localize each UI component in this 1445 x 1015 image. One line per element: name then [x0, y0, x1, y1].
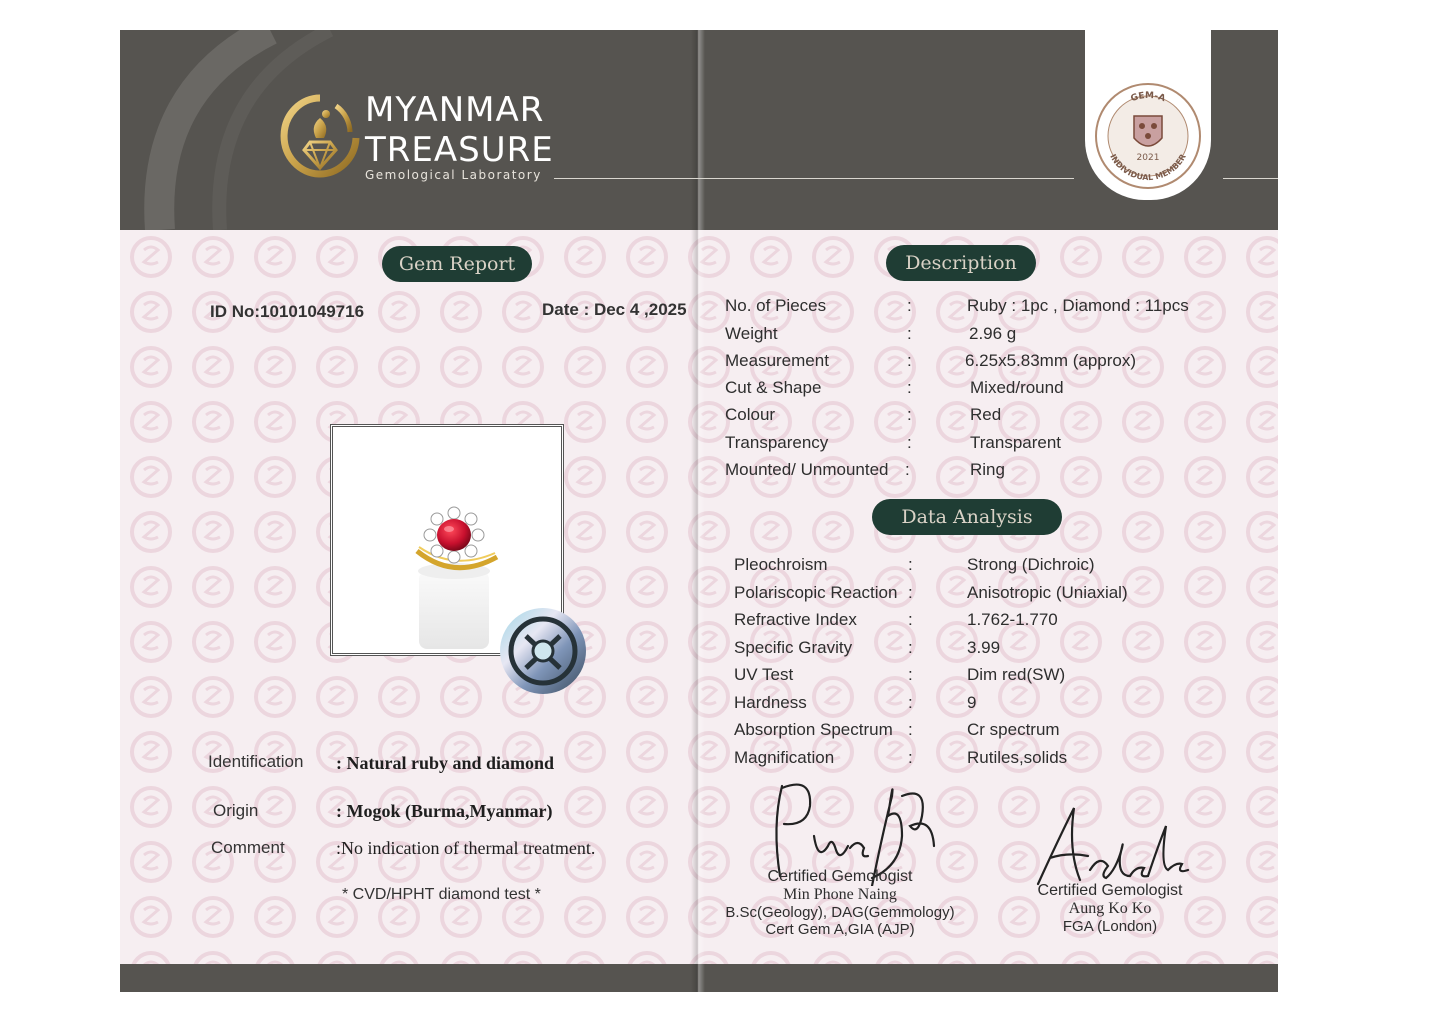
signatory-title: Certified Gemologist — [767, 868, 913, 885]
row-value: Rutiles,solids — [967, 748, 1068, 767]
row-label: Transparency — [725, 433, 829, 452]
row-label: Magnification — [734, 748, 835, 767]
brand-name-line2: TREASURE — [365, 130, 554, 170]
header-rule-right — [1223, 178, 1278, 179]
brand-name — [365, 90, 554, 170]
badge-year: 2021 — [1136, 153, 1160, 163]
row-label: Refractive Index — [734, 610, 857, 629]
row-label: Measurement — [725, 351, 829, 370]
row-value: Cr spectrum — [967, 720, 1060, 739]
row-label: Polariscopic Reaction — [734, 583, 898, 602]
row-sep: : — [907, 324, 912, 343]
row-value: Red — [970, 405, 1002, 424]
row-value: 1.762-1.770 — [967, 610, 1058, 629]
row-value: Transparent — [970, 433, 1062, 452]
center-fold — [691, 30, 705, 992]
row-sep: : — [907, 405, 912, 424]
row-label: Pleochroism — [734, 555, 828, 574]
row-value: Dim red(SW) — [967, 665, 1066, 684]
row-value: 2.96 g — [969, 324, 1017, 343]
header-rule — [554, 178, 1074, 179]
brand-subtitle: Gemological Laboratory — [365, 168, 542, 182]
row-value: 3.99 — [967, 638, 1001, 657]
signatory-name: Min Phone Naing — [783, 886, 897, 903]
row-value: Mixed/round — [970, 378, 1064, 397]
row-label: Cut & Shape — [725, 378, 822, 397]
row-label: UV Test — [734, 665, 794, 684]
row-sep: : — [907, 433, 912, 452]
identification-value: : Natural ruby and diamond — [336, 753, 555, 773]
row-sep: : — [907, 351, 912, 370]
row-label: No. of Pieces — [725, 296, 827, 315]
row-sep: : — [907, 296, 912, 315]
row-label: Specific Gravity — [734, 638, 853, 657]
gem-report-heading: Gem Report — [382, 246, 532, 282]
row-sep: : — [908, 610, 913, 629]
lab-logo-icon — [280, 92, 360, 184]
data-analysis-heading: Data Analysis — [872, 499, 1062, 535]
signatory-credentials: B.Sc(Geology), DAG(Gemmology) — [725, 904, 955, 921]
signatory-1 — [710, 868, 970, 938]
origin-value: : Mogok (Burma,Myanmar) — [336, 801, 553, 821]
comment-value: :No indication of thermal treatment. — [336, 838, 596, 858]
origin-label: Origin — [213, 801, 259, 820]
row-value: Anisotropic (Uniaxial) — [967, 583, 1128, 602]
comment-label: Comment — [211, 838, 285, 857]
signatory-title: Certified Gemologist — [1037, 882, 1183, 899]
row-label: Hardness — [734, 693, 807, 712]
badge-bottom-text: INDIVIDUAL MEMBER — [1108, 152, 1188, 183]
hologram-seal-icon — [498, 606, 588, 696]
row-label: Colour — [725, 405, 776, 424]
row-value: Ring — [970, 460, 1005, 479]
badge-top-text: GEM-A — [1129, 90, 1167, 105]
row-sep: : — [908, 555, 913, 574]
report-id: ID No:10101049716 — [210, 302, 365, 321]
row-sep: : — [908, 583, 913, 602]
diamond-test-note: * CVD/HPHT diamond test * — [342, 886, 541, 903]
gem-certificate — [120, 30, 1278, 992]
identification-label: Identification — [208, 752, 304, 771]
row-value: Ruby : 1pc , Diamond : 11pcs — [967, 296, 1189, 315]
signature-aung-ko-ko — [1028, 800, 1198, 890]
row-sep: : — [908, 748, 913, 767]
description-heading: Description — [886, 245, 1036, 281]
signatory-credentials: FGA (London) — [1062, 918, 1158, 935]
row-label: Absorption Spectrum — [734, 720, 893, 739]
row-value: 6.25x5.83mm (approx) — [965, 351, 1137, 370]
row-sep: : — [908, 638, 913, 657]
report-date: Date : Dec 4 ,2025 — [542, 300, 687, 319]
row-value: Strong (Dichroic) — [967, 555, 1095, 574]
row-sep: : — [908, 720, 913, 739]
row-sep: : — [908, 665, 913, 684]
row-label: Mounted/ Unmounted — [725, 460, 889, 479]
signatory-credentials-2: Cert Gem A,GIA (AJP) — [765, 921, 915, 938]
row-sep: : — [908, 693, 913, 712]
gem-a-membership-seal — [1092, 80, 1204, 192]
row-label: Weight — [725, 324, 778, 343]
signatory-2 — [1000, 882, 1220, 935]
row-value: 9 — [967, 693, 977, 712]
brand-name-line1: MYANMAR — [365, 90, 545, 130]
row-sep: : — [905, 460, 910, 479]
row-sep: : — [907, 378, 912, 397]
signatory-name: Aung Ko Ko — [1068, 900, 1152, 917]
